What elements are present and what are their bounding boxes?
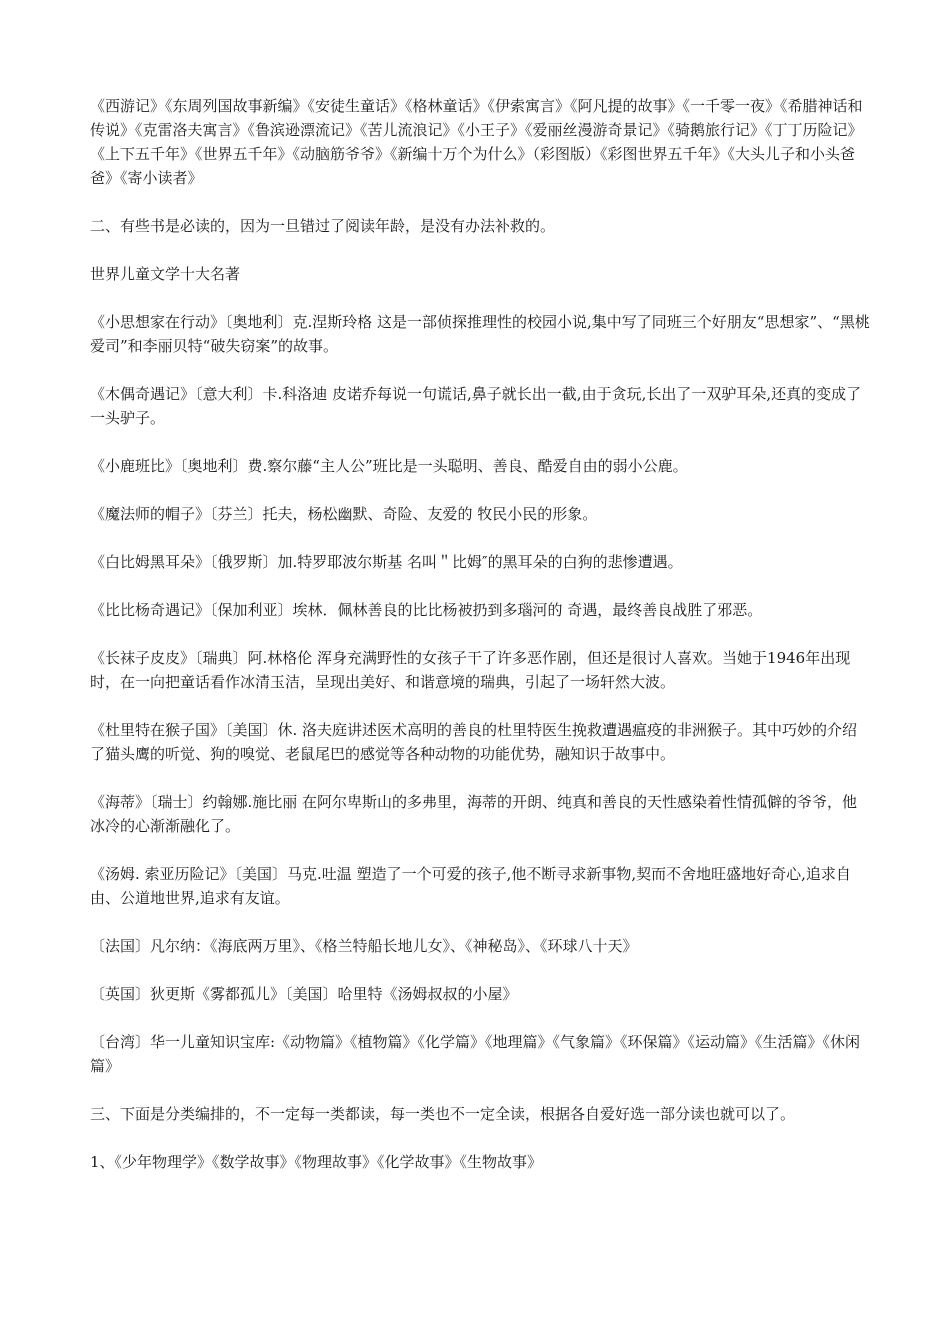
- book-list-paragraph: 《西游记》《东周列国故事新编》《安徒生童话》《格林童话》《伊索寓言》《阿凡提的故事》《一千零一夜》《希腊神话和传说》《克雷洛夫寓言》《鲁滨逊漂流记》《苦儿流浪记》《小王子》《爱丽丝漫游奇景记》《骑鹅旅行记》《丁丁历险记》《上下五千年》《世界五千年》《动脑筋爷爷》《新编十万个为什么》（彩图版）《彩图世界五千年》《大头儿子和小头爸爸》《寄小读者》: [90, 97, 863, 187]
- book-entry: 《魔法师的帽子》〔芬兰〕托夫，杨松幽默、奇险、友爱的 牧民小民的形象。: [90, 505, 598, 523]
- author-works-entry: 〔英国〕狄更斯《雾都孤儿》〔美国〕哈里特《汤姆叔叔的小屋》: [90, 985, 518, 1003]
- author-works-entry: 〔台湾〕华一儿童知识宝库:《动物篇》《植物篇》《化学篇》《地理篇》《气象篇》《环保篇》《运动篇》《生活篇》《休闲篇》: [90, 1033, 861, 1075]
- section-heading-three: 三、下面是分类编排的，不一定每一类都读，每一类也不一定全读，根据各自爱好选一部分读也就可以了。: [90, 1105, 796, 1123]
- subheading-ten-classics: 世界儿童文学十大名著: [90, 265, 241, 283]
- book-entry: 《长袜子皮皮》〔瑞典〕阿.林格伦 浑身充满野性的女孩子干了许多恶作剧，但还是很讨人喜欢。当她于1946年出现时，在一向把童话看作冰清玉洁，呈现出美好、和谐意境的瑞典，引起了一场轩然大波。: [90, 649, 851, 691]
- book-entry: 《小思想家在行动》〔奥地利〕克.涅斯玲格 这是一部侦探推理性的校园小说,集中写了同班三个好朋友“思想家”、“黑桃爱司”和李丽贝特“破失窃案”的故事。: [90, 313, 870, 355]
- section-heading-two: 二、有些书是必读的，因为一旦错过了阅读年龄，是没有办法补救的。: [90, 217, 556, 235]
- document-body: [90, 94, 870, 1198]
- book-entry: 《白比姆黑耳朵》〔俄罗斯〕加.特罗耶波尔斯基 名叫＂比姆″的黑耳朵的白狗的悲惨遭遇。: [90, 553, 683, 571]
- category-list-item: 1、《少年物理学》《数学故事》《物理故事》《化学故事》《生物故事》: [90, 1153, 543, 1171]
- author-works-entry: 〔法国〕凡尔纳：《海底两万里》、《格兰特船长地儿女》、《神秘岛》、《环球八十天》: [90, 937, 638, 955]
- book-entry: 《海蒂》〔瑞士〕约翰娜.施比丽 在阿尔卑斯山的多弗里，海蒂的开朗、纯真和善良的天性感染着性情孤僻的爷爷，他冰冷的心渐渐融化了。: [90, 793, 858, 835]
- book-entry: 《汤姆. 索亚历险记》〔美国〕马克.吐温 塑造了一个可爱的孩子,他不断寻求新事物,契而不舍地旺盛地好奇心,追求自由、公道地世界,追求有友谊。: [90, 865, 851, 907]
- book-entry: 《杜里特在猴子国》〔美国〕休. 洛夫庭讲述医术高明的善良的杜里特医生挽救遭遇瘟疫的非洲猴子。其中巧妙的介绍了猫头鹰的听觉、狗的嗅觉、老鼠尾巴的感觉等各种动物的功能优势，融知识于故事中。: [90, 721, 858, 763]
- book-entry: 《比比杨奇遇记》〔保加利亚〕埃林．佩林善良的比比杨被扔到多瑙河的 奇遇，最终善良战胜了邪恶。: [90, 601, 763, 619]
- book-entry: 《小鹿班比》〔奥地利〕费.察尔藤“主人公”班比是一头聪明、善良、酷爱自由的弱小公鹿。: [90, 457, 688, 475]
- book-entry: 《木偶奇遇记》〔意大利〕卡.科洛迪 皮诺乔每说一句谎话,鼻子就长出一截,由于贪玩,长出了一双驴耳朵,还真的变成了一头驴子。: [90, 385, 862, 427]
